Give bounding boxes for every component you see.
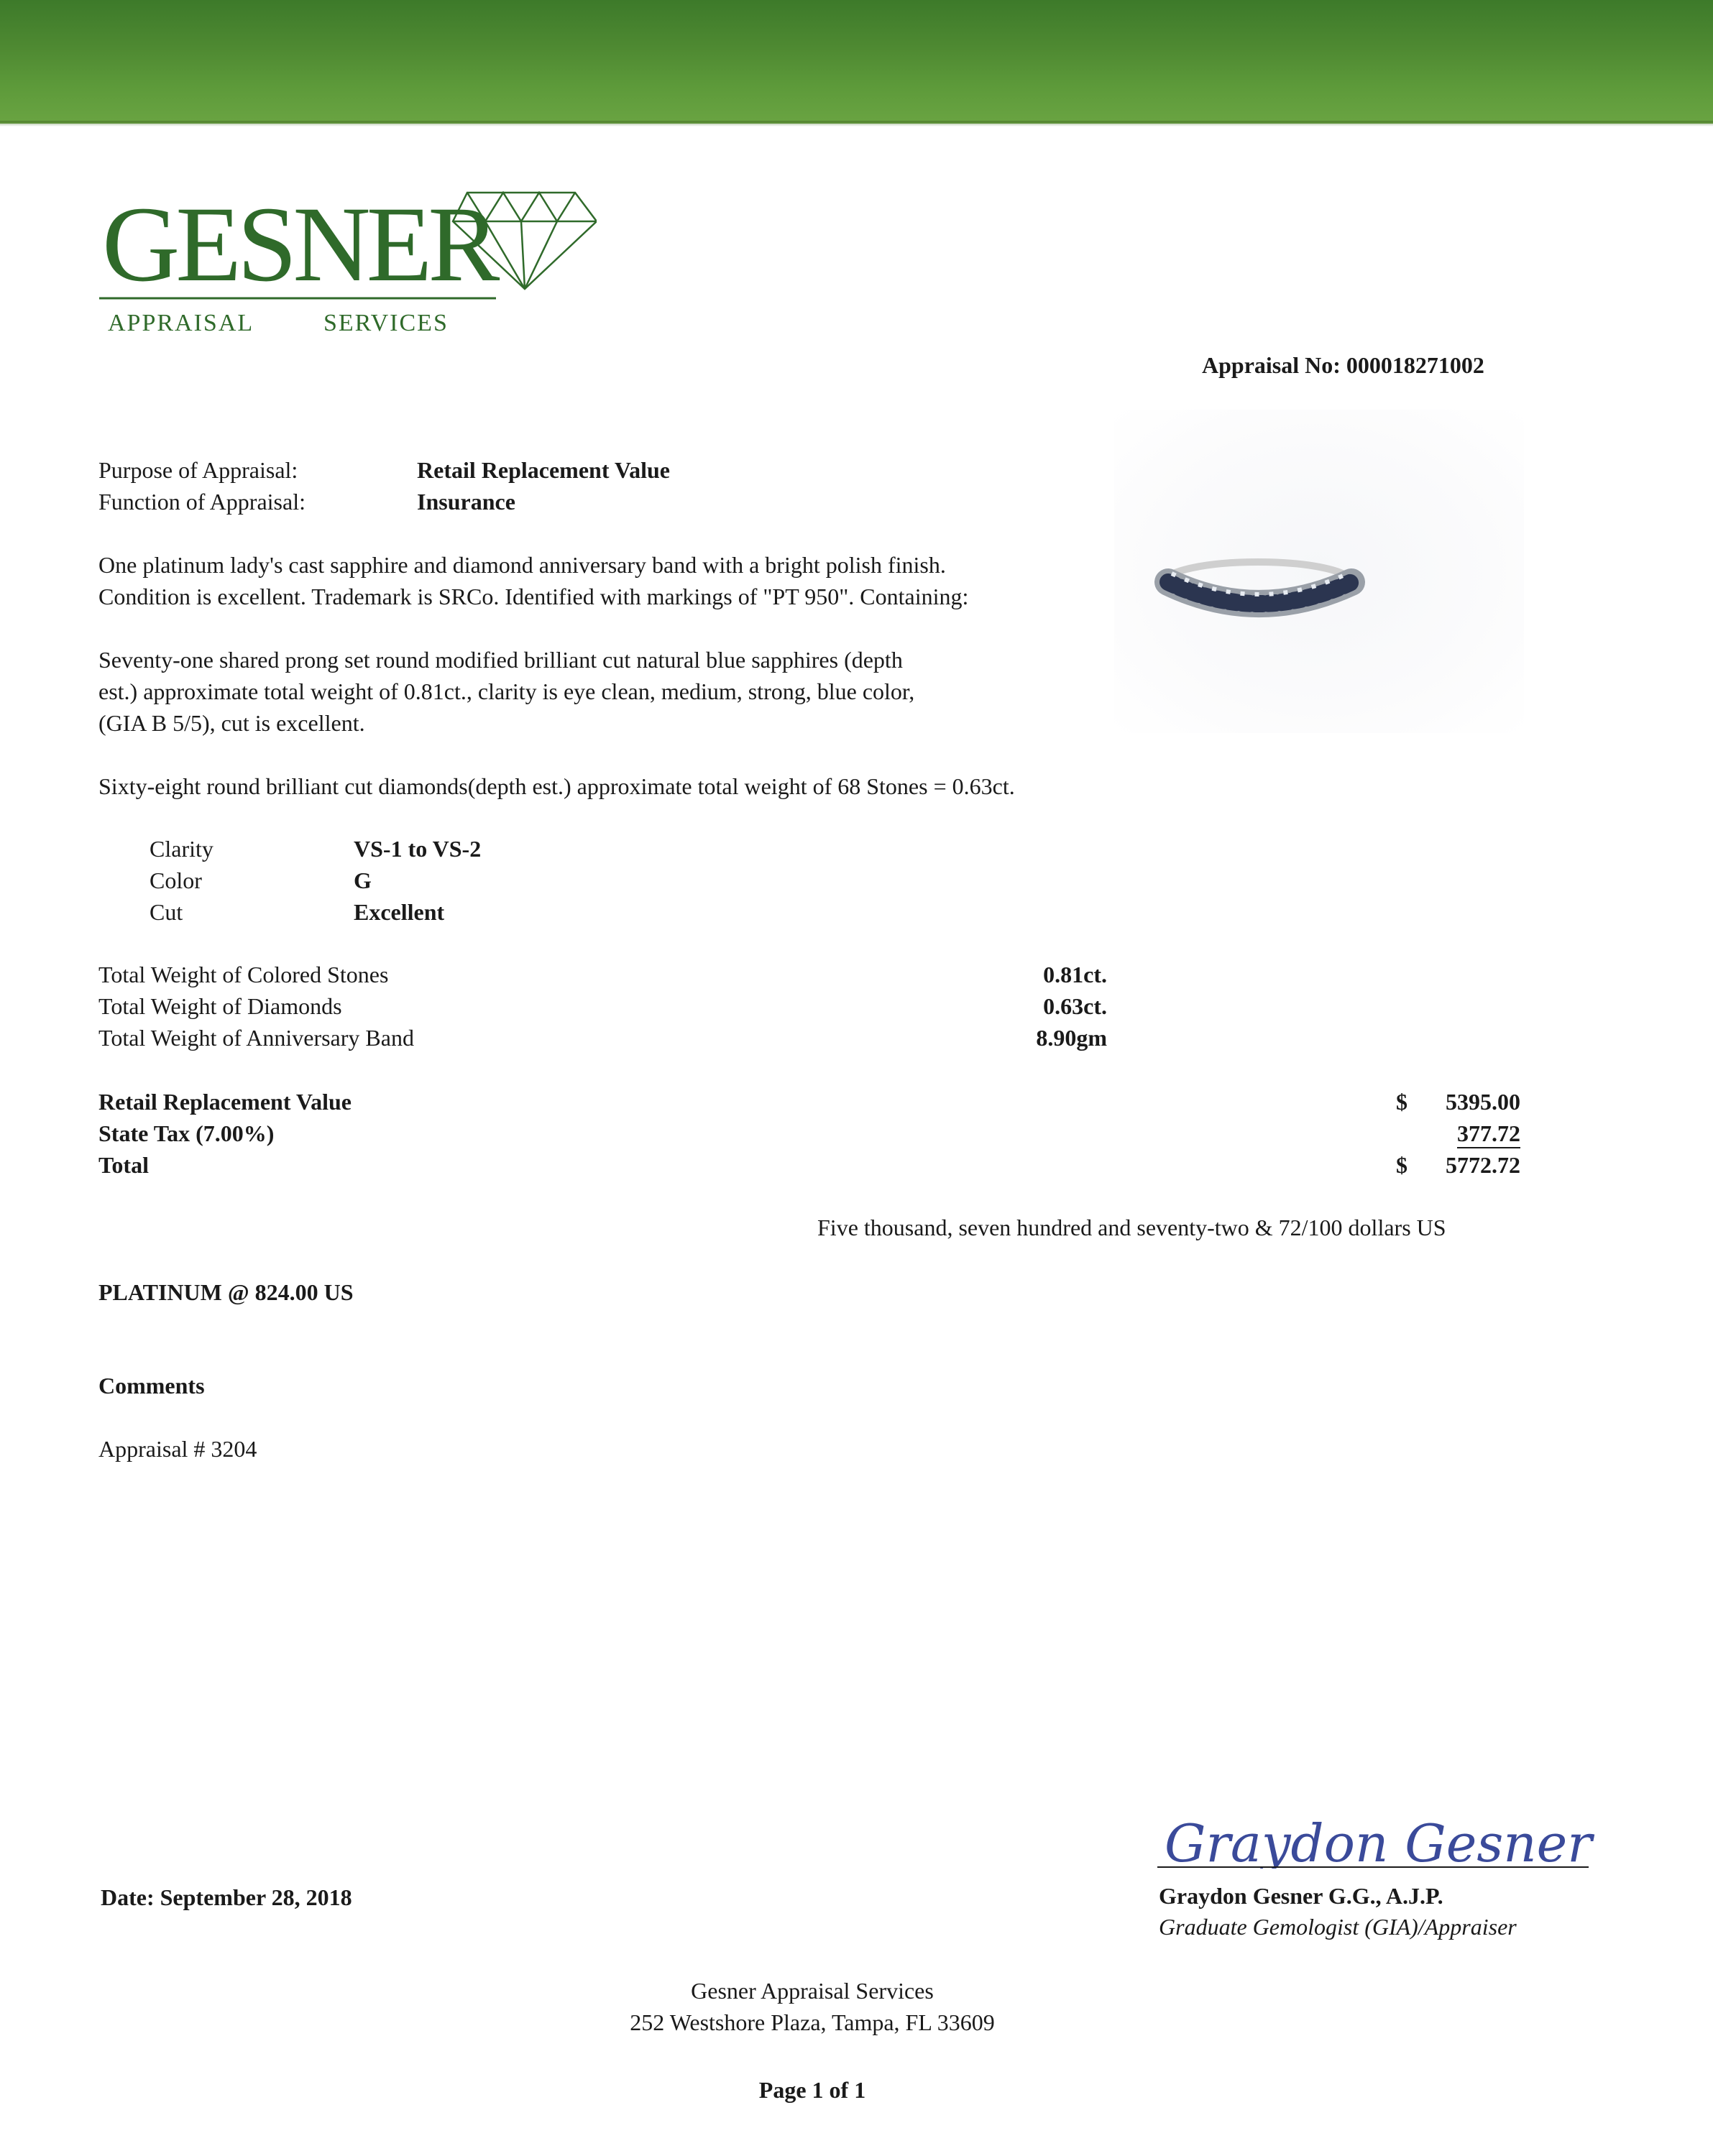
function-label: Function of Appraisal: xyxy=(98,489,306,515)
grade-value: VS-1 to VS-2 xyxy=(354,836,482,862)
tax-amount: 377.72 xyxy=(1457,1120,1520,1148)
grade-label: Clarity xyxy=(150,836,213,862)
platinum-price: PLATINUM @ 824.00 US xyxy=(98,1279,354,1305)
ring-image xyxy=(1114,410,1524,733)
value-label: Total xyxy=(98,1152,149,1178)
band-shadow xyxy=(0,121,1713,126)
logo-left-word: APPRAISAL xyxy=(108,310,254,336)
signature-script: Graydon Gesner xyxy=(1165,1813,1592,1869)
purpose-value: Retail Replacement Value xyxy=(417,457,670,483)
amount-in-words: Five thousand, seven hundred and seventy-two & 72/100 dollars US xyxy=(817,1215,1446,1240)
value-label: Retail Replacement Value xyxy=(98,1089,352,1115)
gesner-logo xyxy=(93,165,597,352)
signature-line xyxy=(1157,1866,1589,1868)
signature-image xyxy=(1157,1797,1603,1869)
logo-name: GESNER xyxy=(102,185,496,304)
sapphire-line-1: Seventy-one shared prong set round modified brilliant cut natural blue sapphires (depth xyxy=(98,647,903,673)
appraiser-name: Graydon Gesner G.G., A.J.P. xyxy=(1159,1883,1443,1909)
description-line-2: Condition is excellent. Trademark is SRCo. Identified with markings of "PT 950". Containing: xyxy=(98,584,969,609)
sapphire-line-3: (GIA B 5/5), cut is excellent. xyxy=(98,710,365,736)
ring-photo xyxy=(1114,410,1524,733)
logo-right-word: SERVICES xyxy=(323,310,449,336)
sapphire-line-2: est.) approximate total weight of 0.81ct., clarity is eye clean, medium, strong, blue color, xyxy=(98,678,915,704)
grade-value: Excellent xyxy=(354,899,445,925)
value-currency: $ xyxy=(1396,1089,1407,1115)
description-line-1: One platinum lady's cast sapphire and diamond anniversary band with a bright polish finish. xyxy=(98,552,946,578)
value-amount: 5395.00 xyxy=(1446,1089,1520,1115)
appraiser-title: Graduate Gemologist (GIA)/Appraiser xyxy=(1159,1914,1517,1940)
diamond-description: Sixty-eight round brilliant cut diamonds(depth est.) approximate total weight of 68 Stones = 0.63ct. xyxy=(98,773,1015,799)
comments-heading: Comments xyxy=(98,1373,205,1399)
logo-graphic xyxy=(93,165,597,352)
value-label: State Tax (7.00%) xyxy=(98,1120,275,1146)
page-number: Page 1 of 1 xyxy=(758,2077,866,2103)
weight-value: 0.63ct. xyxy=(1043,993,1107,1019)
footer-company: Gesner Appraisal Services xyxy=(691,1978,934,2004)
value-amount: 5772.72 xyxy=(1446,1152,1520,1178)
top-green-band xyxy=(0,0,1713,124)
function-value: Insurance xyxy=(417,489,515,515)
value-currency: $ xyxy=(1396,1152,1407,1178)
weight-label: Total Weight of Anniversary Band xyxy=(98,1025,414,1051)
purpose-label: Purpose of Appraisal: xyxy=(98,457,298,483)
comments-text: Appraisal # 3204 xyxy=(98,1436,257,1462)
appraisal-number: Appraisal No: 000018271002 xyxy=(1202,352,1484,378)
weight-label: Total Weight of Diamonds xyxy=(98,993,342,1019)
appraisal-date: Date: September 28, 2018 xyxy=(101,1884,352,1910)
weight-label: Total Weight of Colored Stones xyxy=(98,962,389,987)
grade-label: Color xyxy=(150,867,202,893)
weight-value: 0.81ct. xyxy=(1043,962,1107,987)
weight-value: 8.90gm xyxy=(1036,1025,1107,1051)
footer-address: 252 Westshore Plaza, Tampa, FL 33609 xyxy=(630,2009,995,2035)
grade-value: G xyxy=(354,867,372,893)
grade-label: Cut xyxy=(150,899,183,925)
value-amount xyxy=(1430,1120,1520,1147)
